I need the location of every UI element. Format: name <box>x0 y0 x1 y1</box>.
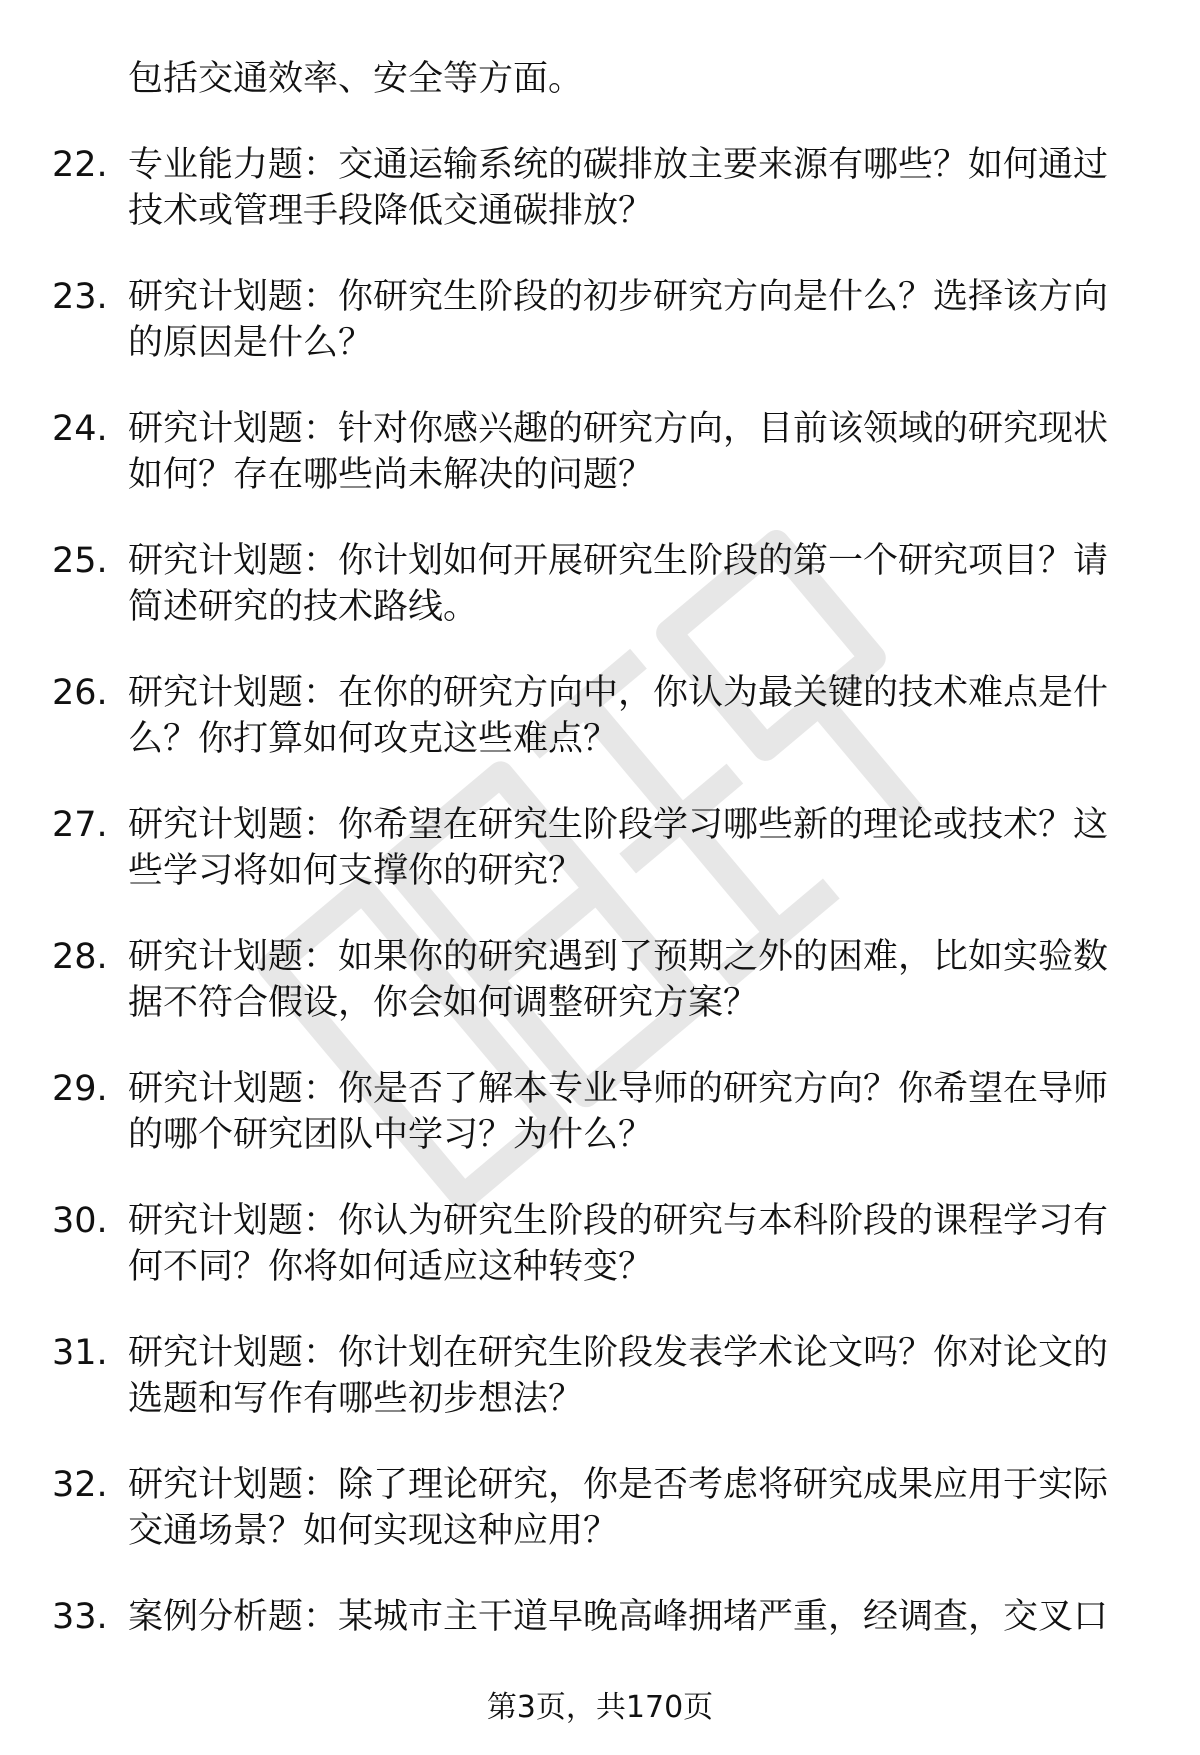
question-text <box>128 142 1152 234</box>
question-number: 25. <box>52 541 108 581</box>
question-text <box>128 1330 1152 1422</box>
question-line: 研究计划题：在你的研究方向中，你认为最关键的技术难点是什 <box>128 673 1109 713</box>
question-line: 简述研究的技术路线。 <box>128 587 479 627</box>
question-line: 么？你打算如何攻克这些难点？ <box>128 719 619 759</box>
question-line: 交通场景？如何实现这种应用？ <box>128 1511 619 1551</box>
question-number: 32. <box>52 1465 108 1505</box>
question-text <box>128 802 1152 894</box>
question-line: 选题和写作有哪些初步想法？ <box>128 1379 584 1419</box>
question-number: 28. <box>52 937 108 977</box>
question-text <box>128 538 1152 630</box>
question-line: 技术或管理手段降低交通碳排放？ <box>128 191 654 231</box>
question-number: 23. <box>52 277 108 317</box>
question-line: 研究计划题：你计划如何开展研究生阶段的第一个研究项目？请 <box>128 541 1109 581</box>
list-item <box>52 934 1152 1026</box>
list-item <box>52 1066 1152 1158</box>
question-line: 据不符合假设，你会如何调整研究方案？ <box>128 983 759 1023</box>
question-text <box>128 1462 1152 1554</box>
question-line: 研究计划题：针对你感兴趣的研究方向，目前该领域的研究现状 <box>128 409 1109 449</box>
list-item <box>52 1198 1152 1290</box>
question-number: 27. <box>52 805 108 845</box>
question-text <box>128 274 1152 366</box>
question-line: 专业能力题：交通运输系统的碳排放主要来源有哪些？如何通过 <box>128 145 1109 185</box>
question-line: 如何？存在哪些尚未解决的问题？ <box>128 455 654 495</box>
list-item <box>52 1330 1152 1422</box>
list-item <box>52 802 1152 894</box>
question-number: 30. <box>52 1201 108 1241</box>
continuation-text: 包括交通效率、安全等方面。 <box>128 59 584 99</box>
question-list <box>52 142 1152 1640</box>
question-line: 何不同？你将如何适应这种转变？ <box>128 1247 654 1287</box>
question-line: 些学习将如何支撑你的研究？ <box>128 851 584 891</box>
question-line: 研究计划题：你希望在研究生阶段学习哪些新的理论或技术？这 <box>128 805 1109 845</box>
question-line: 的原因是什么？ <box>128 323 374 363</box>
page-footer: 第3页，共170页 <box>486 1690 714 1725</box>
list-item <box>52 1594 1152 1640</box>
list-item <box>52 670 1152 762</box>
list-item <box>52 406 1152 498</box>
question-line: 的哪个研究团队中学习？为什么？ <box>128 1115 654 1155</box>
document-body <box>52 56 1152 1640</box>
question-line: 研究计划题：你认为研究生阶段的研究与本科阶段的课程学习有 <box>128 1201 1109 1241</box>
question-text <box>128 1066 1152 1158</box>
question-number: 22. <box>52 145 108 185</box>
question-line: 研究计划题：如果你的研究遇到了预期之外的困难，比如实验数 <box>128 937 1109 977</box>
question-line: 研究计划题：你计划在研究生阶段发表学术论文吗？你对论文的 <box>128 1333 1109 1373</box>
list-item <box>52 1462 1152 1554</box>
question-text <box>128 670 1152 762</box>
question-text <box>128 1594 1152 1640</box>
question-number: 24. <box>52 409 108 449</box>
question-number: 26. <box>52 673 108 713</box>
question-text <box>128 934 1152 1026</box>
list-item <box>52 538 1152 630</box>
question-line: 案例分析题：某城市主干道早晚高峰拥堵严重，经调查，交叉口 <box>128 1597 1109 1637</box>
question-text <box>128 1198 1152 1290</box>
list-item <box>52 142 1152 234</box>
question-line: 研究计划题：除了理论研究，你是否考虑将研究成果应用于实际 <box>128 1465 1109 1505</box>
question-number: 29. <box>52 1069 108 1109</box>
question-number: 31. <box>52 1333 108 1373</box>
question-line: 研究计划题：你研究生阶段的初步研究方向是什么？选择该方向 <box>128 277 1109 317</box>
question-number: 33. <box>52 1597 108 1637</box>
list-item <box>52 274 1152 366</box>
question-line: 研究计划题：你是否了解本专业导师的研究方向？你希望在导师 <box>128 1069 1109 1109</box>
question-text <box>128 406 1152 498</box>
